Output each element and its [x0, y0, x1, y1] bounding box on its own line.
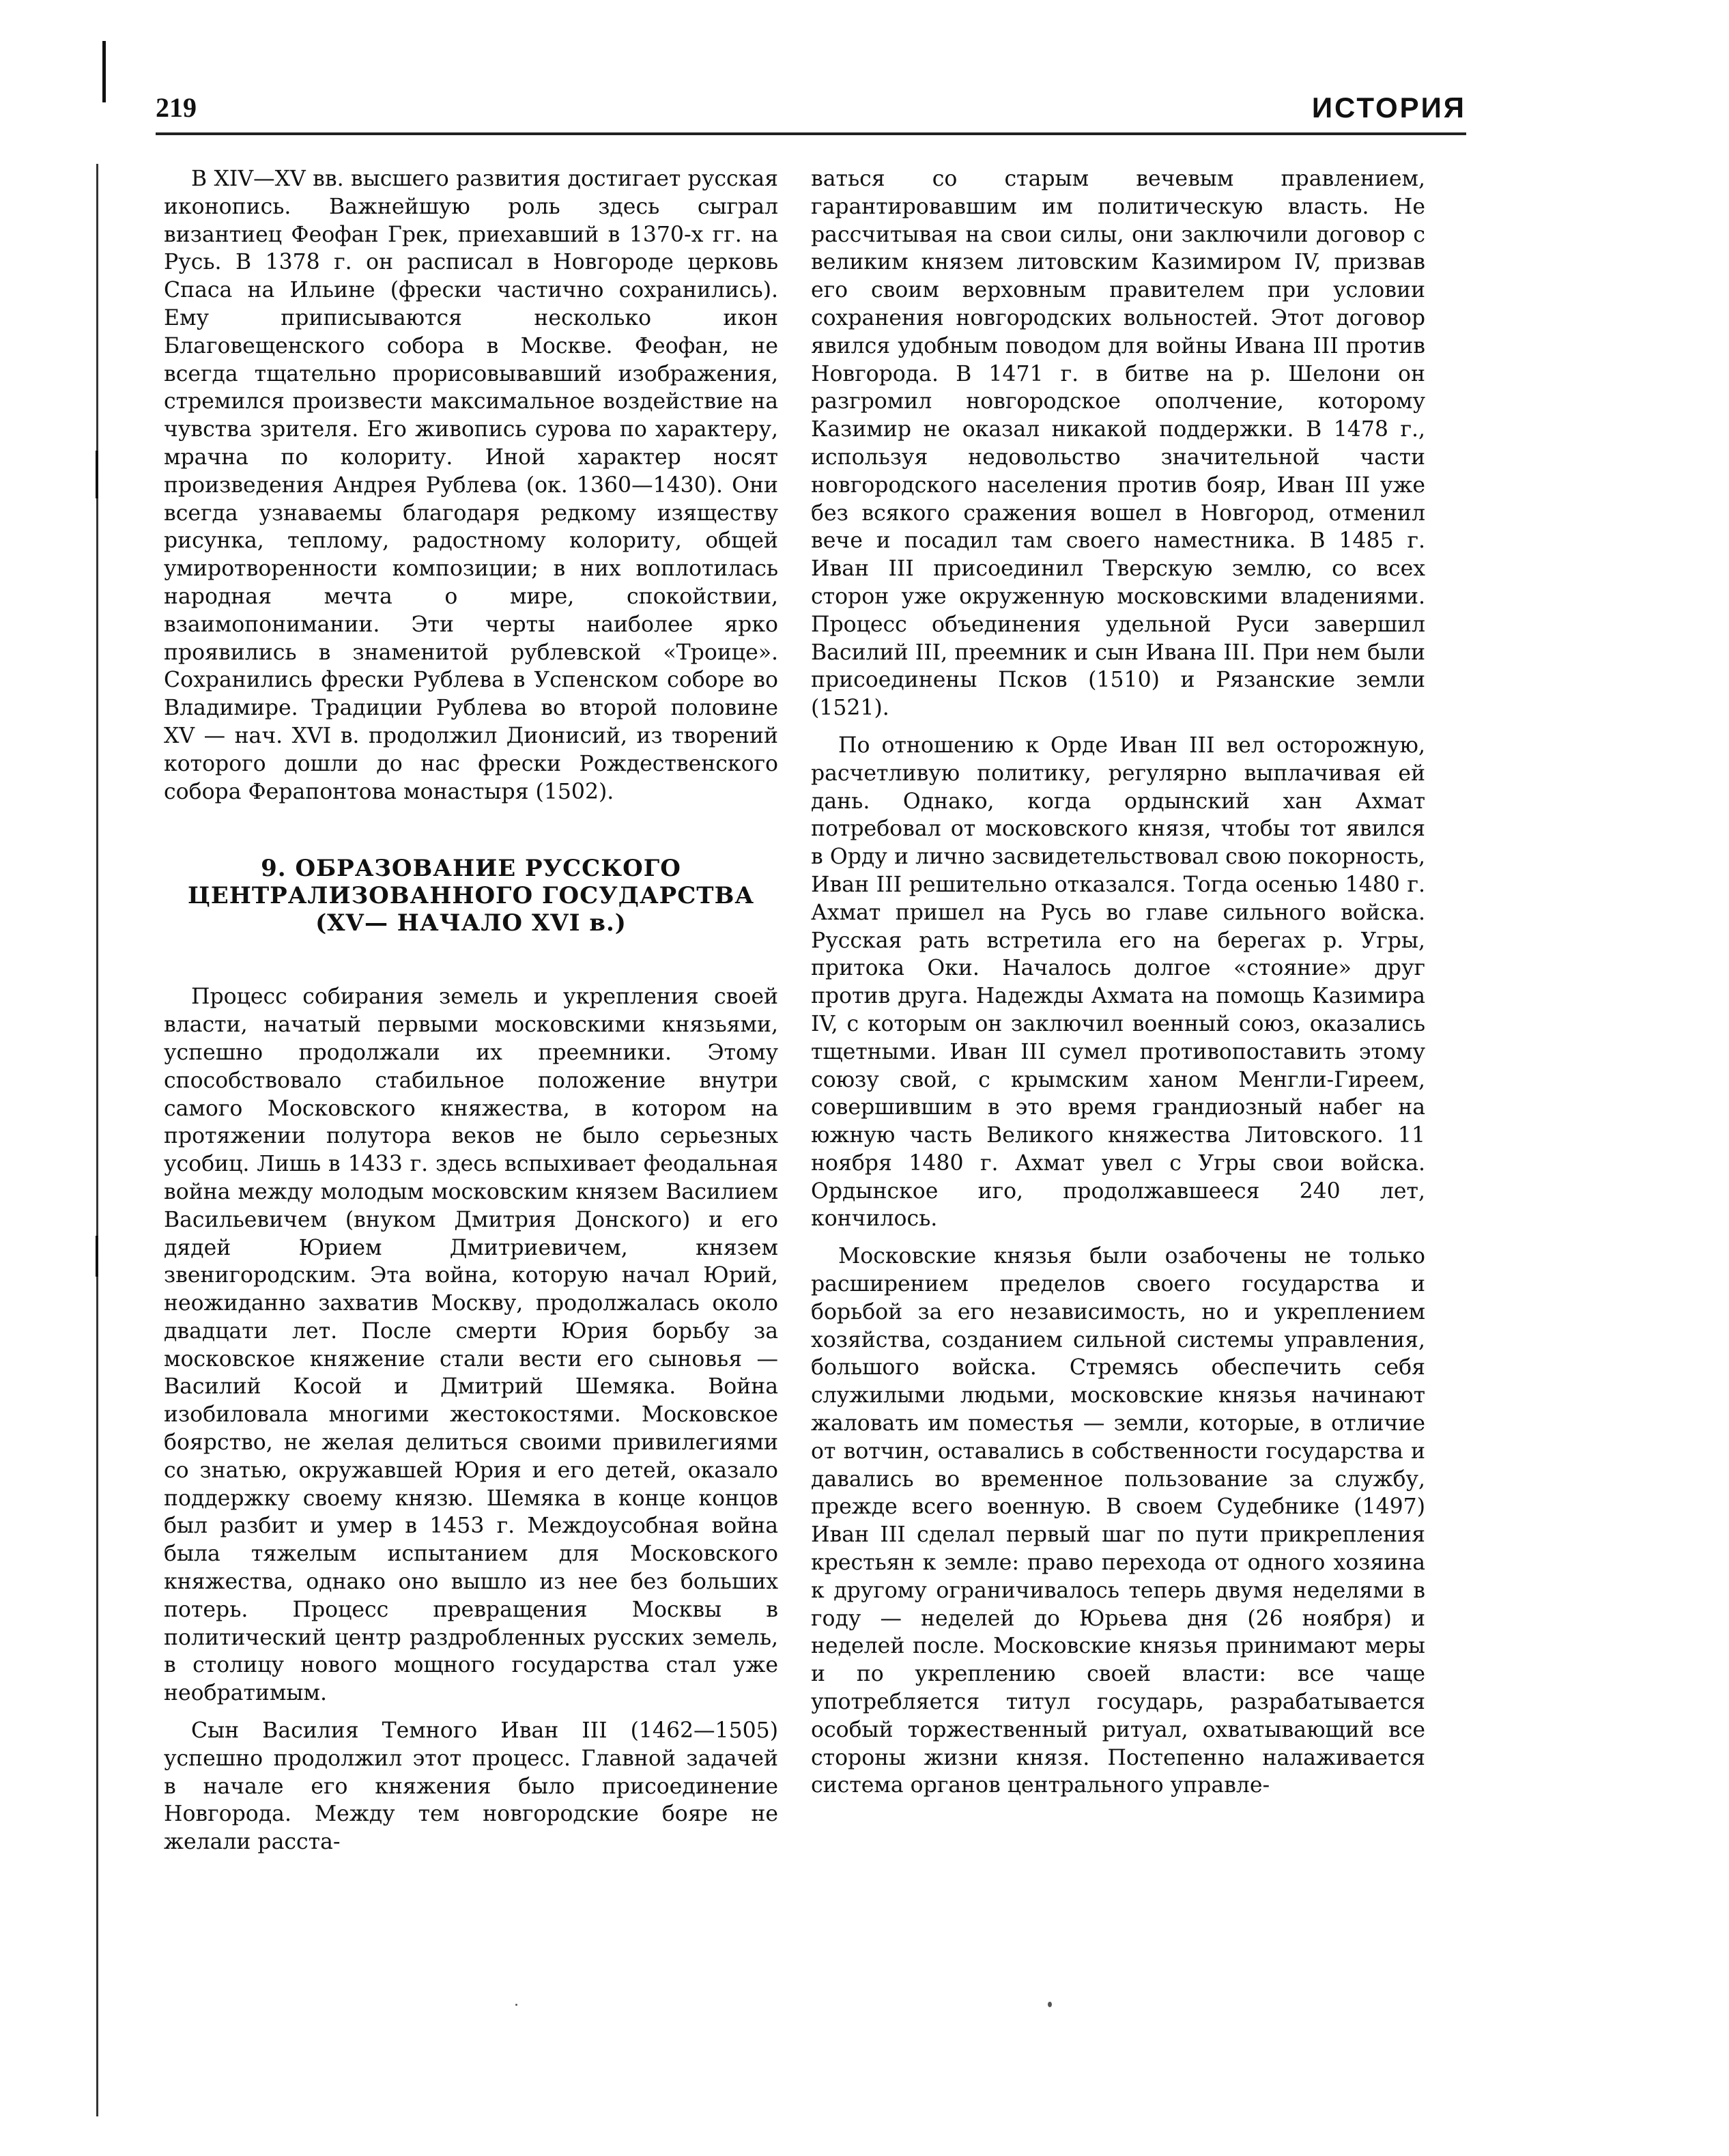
chapter-heading-line: ЦЕНТРАЛИЗОВАННОГО ГОСУДАРСТВА	[187, 882, 755, 910]
paragraph-novgorod: ваться со старым вечевым правлением, гарантировавшим им политическую власть. Не рассчитывая на свои силы, они заключили договор с великим князем литовским Казимиром IV, призвав его своим верховным правителем при условии сохранения новгородских вольностей. Этот договор явился удобным поводом для войны Ивана III против Новгорода. В 1471 г. в битве на р. Шелони он разгромил новгородское ополчение, которому Казимир не оказал никакой поддержки. В 1478 г., используя недовольство значительной части новгородского населения против бояр, Иван III уже без всякого сражения вошел в Новгород, отменил вече и посадил там своего наместника. В 1485 г. Иван III присоединил Тверскую землю, со всех сторон уже окруженную московскими владениями. Процесс объединения удельной Руси завершил Василий III, преемник и сын Ивана III. При нем были присоединены Псков (1510) и Рязанские земли (1521).	[811, 167, 1425, 721]
chapter-heading	[164, 855, 778, 937]
chapter-heading-line: (XV— НАЧАЛО XVI в.)	[315, 909, 627, 937]
right-column	[811, 165, 1425, 1800]
page-number: 219	[156, 92, 197, 123]
scan-margin-tick	[96, 1236, 98, 1277]
scan-margin-line-top	[102, 41, 106, 102]
paragraph-horde: По отношению к Орде Иван III вел осторожную, расчетливую политику, регулярно выплачивая ей дань. Однако, когда ордынский хан Ахмат потребовал от московского князя, чтобы тот явился в Орду и лично засвидетельствовал свою покорность, Иван III решительно отказался. Тогда осенью 1480 г. Ахмат пришел на Русь во главе сильного войска. Русская рать встретила его на берегах р. Угры, притока Оки. Началось долгое «стояние» друг против друга. Надежды Ахмата на помощь Казимира IV, с которым он заключил военный союз, оказались тщетными. Иван III сумел противопоставить этому союзу свой, с крымским ханом Менгли-Гиреем, совершившим в это время грандиозный набег на южную часть Великого княжества Литовского. 11 ноября 1480 г. Ахмат увел с Угры свои войска. Ордынское иго, продолжавшееся 240 лет, кончилось.	[811, 733, 1425, 1232]
chapter-heading-line: 9. ОБРАЗОВАНИЕ РУССКОГО	[261, 855, 681, 883]
paragraph-icon-painting: В XIV—XV вв. высшего развития достигает русская иконопись. Важнейшую роль здесь сыграл византиец Феофан Грек, приехавший в 1370-х гг. на Русь. В 1378 г. он расписал в Новгороде церковь Спаса на Ильине (фрески частично сохранились). Ему приписываются несколько икон Благовещенского собора в Москве. Феофан, не всегда тщательно прорисовывавший изображения, стремился произвести максимальное воздействие на чувства зрителя. Его живопись сурова по характеру, мрачна по колориту. Иной характер носят произведения Андрея Рублева (ок. 1360—1430). Они всегда узнаваемы благодаря редкому изяществу рисунка, теплому, радостному колориту, общей умиротворенности композиции; в них воплотилась народная мечта о мире, спокойствии, взаимопонимании. Эти черты наиболее ярко проявились в знаменитой рублевской «Троице». Сохранились фрески Рублева в Успенском соборе во Владимире. Традиции Рублева во второй половине XV — нач. XVI в. продолжил Дионисий, из творений которого дошли до нас фрески Рождественского собора Ферапонтова монастыря (1502).	[164, 167, 778, 804]
page-header	[156, 89, 1466, 135]
left-column	[164, 165, 778, 1856]
paragraph-administration: Московские князья были озабочены не только расширением пределов своего государства и борьбой за его независимость, но и укреплением хозяйства, созданием сильной системы управления, большого войска. Стремясь обеспечить себя служилыми людьми, московские князья начинают жаловать им поместья — земли, которые, в отличие от вотчин, оставались в собственности государства и давались во временное пользование за службу, прежде всего военную. В своем Судебнике (1497) Иван III сделал первый шаг по пути прикрепления крестьян к земле: право перехода от одного хозяина к другому ограничивалось теперь двумя неделями в году — неделей до Юрьева дня (26 ноября) и неделей после. Московские князья принимают меры и по укреплению своей власти: все чаще употребляется титул государь, разрабатывается особый торжественный ритуал, охватывающий все стороны жизни князя. Постепенно налаживается система органов центрального управле-	[811, 1244, 1425, 1798]
paragraph-land-gathering: Процесс собирания земель и укрепления своей власти, начатый первыми московскими князьями, успешно продолжали их преемники. Этому способствовало стабильное положение внутри самого Московского княжества, в котором на протяжении полутора веков не было серьезных усобиц. Лишь в 1433 г. здесь вспыхивает феодальная война между молодым московским князем Василием Васильевичем (внуком Дмитрия Донского) и его дядей Юрием Дмитриевичем, князем звенигородским. Эта война, которую начал Юрий, неожиданно захватив Москву, продолжалась около двадцати лет. После смерти Юрия борьбу за московское княжение стали вести его сыновья — Василий Косой и Дмитрий Шемяка. Война изобиловала многими жестокостями. Московское боярство, не желая делиться своими привилегиями со знатью, окружавшей Юрия и его детей, оказало поддержку своему князю. Шемяка в конце концов был разбит и умер в 1453 г. Междоусобная война была тяжелым испытанием для Московского княжества, однако оно вышло из нее без больших потерь. Процесс превращения Москвы в политический центр раздробленных русских земель, в столицу нового мощного государства стал уже необратимым.	[164, 984, 778, 1706]
scan-speck	[1048, 2002, 1052, 2007]
paragraph-ivan-iii: Сын Василия Темного Иван III (1462—1505) успешно продолжил этот процесс. Главной задачей в начале его княжения было присоединение Новгорода. Между тем новгородские бояре не желали расста-	[164, 1718, 778, 1855]
scan-speck	[515, 2004, 517, 2006]
section-title: ИСТОРИЯ	[1311, 91, 1466, 124]
scan-margin-tick	[96, 451, 98, 498]
